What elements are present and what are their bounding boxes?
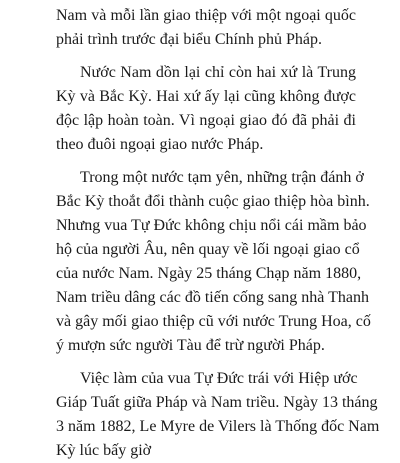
text-line: Bắc Kỳ thoắt đổi thành cuộc giao thiệp hòa bình.: [56, 193, 370, 210]
text-line: Nam triều dâng các đồ tiến cống sang nhà Thanh: [56, 289, 369, 306]
paragraph-4: [56, 367, 380, 463]
text-line: hộ của người Âu, nên quay về lối ngoại giao cổ: [56, 241, 360, 258]
paragraph-2: [56, 61, 356, 157]
text-line: độc lập hoàn toàn. Vì ngoại giao đó đã phải đi: [56, 112, 356, 129]
text-line: theo đuôi ngoại giao nước Pháp.: [56, 136, 264, 153]
text-line: phải trình trước đại biểu Chính phủ Pháp.: [56, 31, 322, 48]
text-line: của nước Nam. Ngày 25 tháng Chạp năm 1880,: [56, 265, 362, 282]
text-line: và gây mối giao thiệp cũ với nước Trung Hoa, cố: [56, 313, 371, 330]
text-line: Nam và mỗi lần giao thiệp với một ngoại quốc: [56, 7, 356, 24]
text-line: 3 năm 1882, Le Myre de Vilers là Thống đốc Nam: [56, 418, 380, 435]
text-line: Trong một nước tạm yên, những trận đánh ở: [80, 169, 364, 186]
text-line: ý mượn sức người Tàu để trừ người Pháp.: [56, 337, 325, 354]
text-line: Giáp Tuất giữa Pháp và Nam triều. Ngày 13 tháng: [56, 394, 378, 411]
text-line: Kỳ lúc bấy giờ: [56, 442, 152, 459]
paragraph-3: [56, 166, 371, 358]
text-line: Kỳ và Bắc Kỳ. Hai xứ ấy lại cũng không được: [56, 88, 356, 105]
text-line: Nhưng vua Tự Đức không chịu nổi cái mầm bảo: [56, 217, 367, 234]
text-line: Việc làm của vua Tự Đức trái với Hiệp ước: [80, 370, 358, 387]
text-line: Nước Nam dồn lại chỉ còn hai xứ là Trung: [80, 64, 356, 81]
body-text: [56, 0, 380, 463]
paragraph-1: [56, 0, 356, 52]
